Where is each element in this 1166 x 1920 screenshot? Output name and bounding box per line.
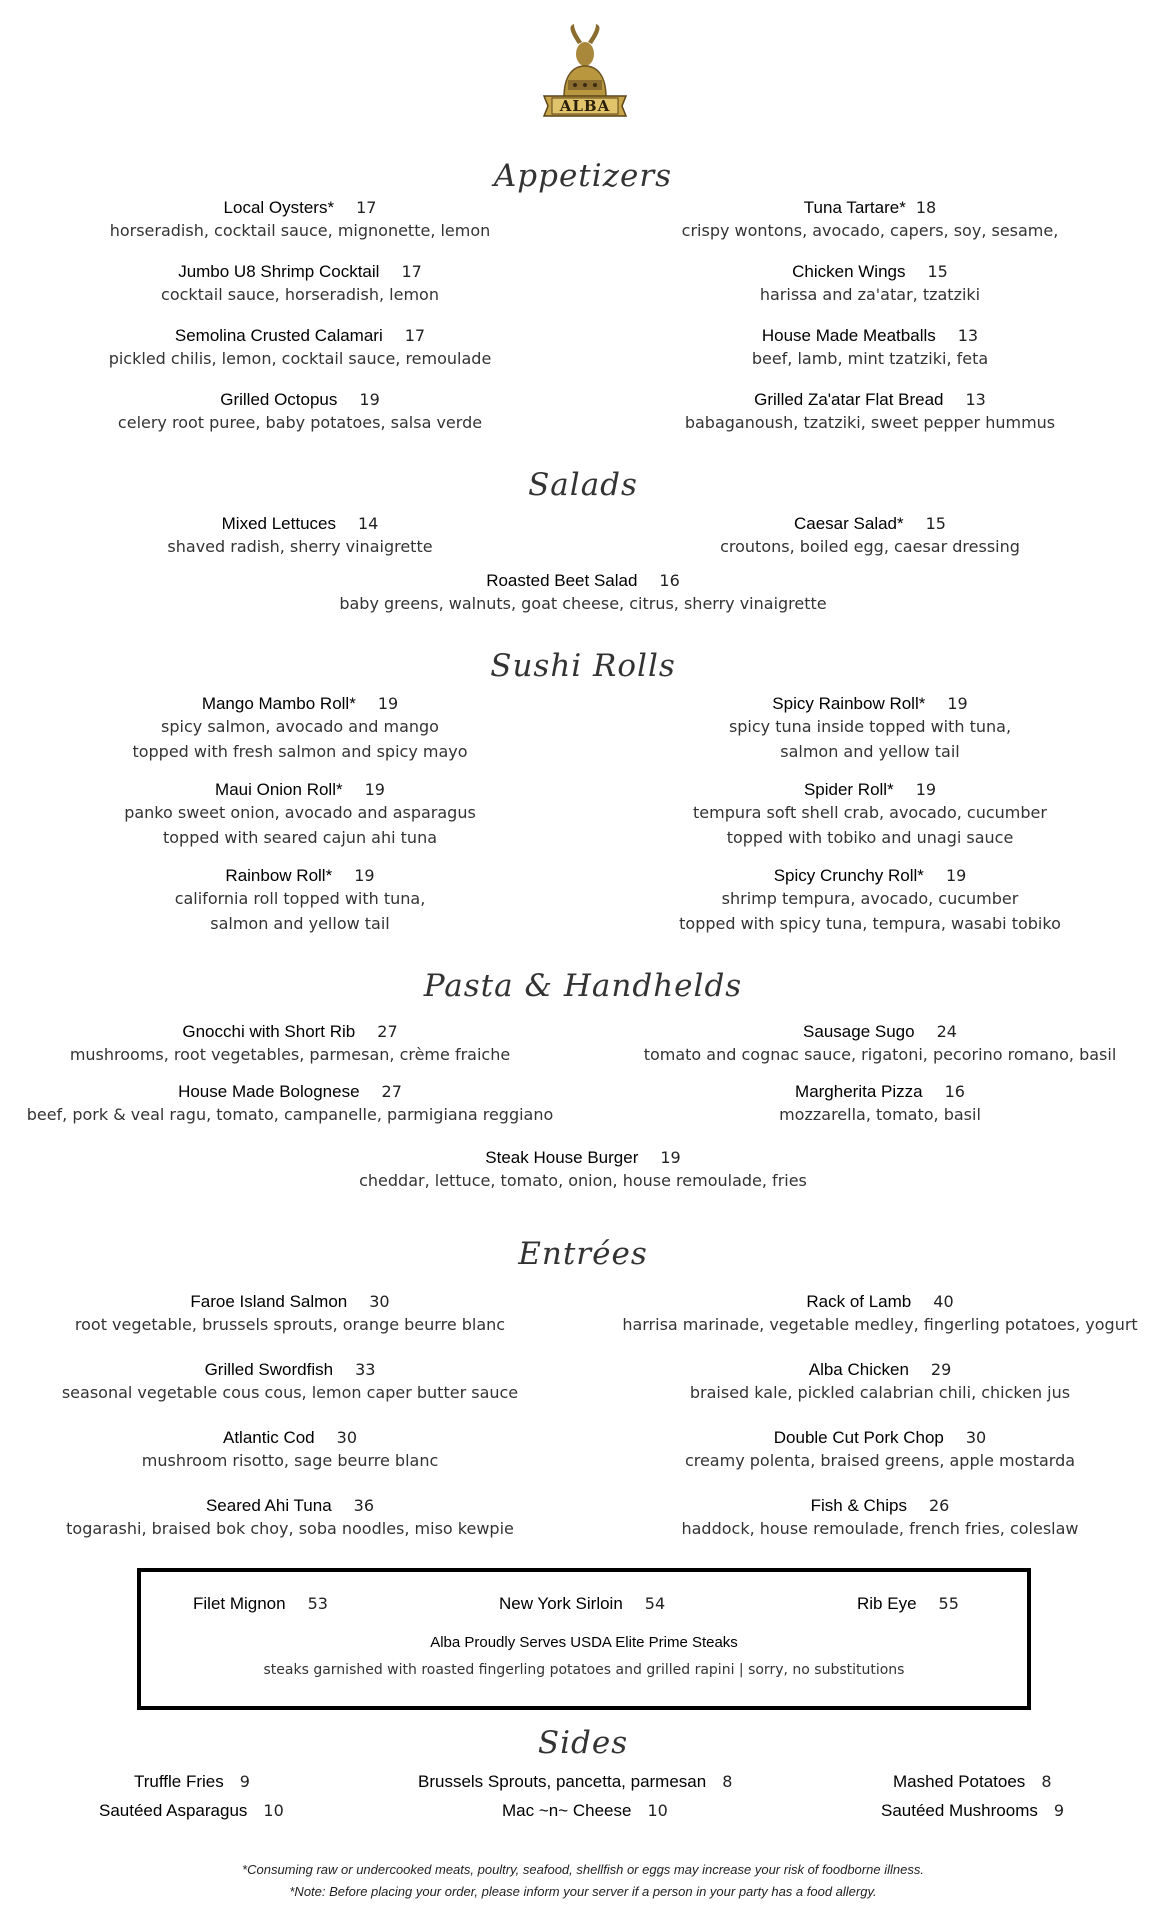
item-price: 19 — [364, 780, 385, 799]
item-name: Mashed Potatoes — [893, 1772, 1026, 1791]
menu-item — [60, 262, 540, 307]
section-title-sides: Sides — [537, 1725, 629, 1761]
menu-item — [640, 694, 1100, 764]
item-name: Rainbow Roll* — [225, 866, 333, 885]
logo-text: ALBA — [559, 97, 611, 115]
side-item — [893, 1772, 1052, 1792]
item-description: seasonal vegetable cous cous, lemon caper butter sauce — [61, 1383, 519, 1402]
item-name: Jumbo U8 Shrimp Cocktail — [178, 262, 380, 281]
item-price: 17 — [401, 262, 422, 281]
item-description: panko sweet onion, avocado and asparagus — [124, 803, 476, 822]
item-description: horseradish, cocktail sauce, mignonette, lemon — [109, 221, 491, 240]
item-price: 15 — [927, 262, 948, 281]
item-description: croutons, boiled egg, caesar dressing — [720, 537, 1020, 556]
item-name: Roasted Beet Salad — [486, 571, 638, 590]
item-price: 15 — [925, 514, 946, 533]
menu-item — [640, 262, 1100, 307]
item-description: cocktail sauce, horseradish, lemon — [161, 285, 439, 304]
menu-item — [283, 1148, 883, 1193]
item-description: topped with seared cajun ahi tuna — [162, 828, 438, 847]
item-price: 9 — [239, 1772, 250, 1791]
footnote-allergy: *Note: Before placing your order, please inform your server if a person in your party has a food allergy. — [289, 1884, 877, 1899]
item-name: Spider Roll* — [803, 780, 894, 799]
item-description: cheddar, lettuce, tomato, onion, house remoulade, fries — [359, 1171, 807, 1190]
item-price: 29 — [930, 1360, 952, 1379]
item-price: 14 — [357, 514, 379, 533]
menu-item — [20, 1496, 560, 1541]
footnote-raw-food: *Consuming raw or undercooked meats, poultry, seafood, shellfish or eggs may increase your risk of foodborne illness. — [242, 1862, 924, 1877]
item-name: Spicy Crunchy Roll* — [773, 866, 924, 885]
menu-item — [60, 780, 540, 850]
menu-item — [60, 866, 540, 936]
item-name: Sausage Sugo — [803, 1022, 915, 1041]
item-description: salmon and yellow tail — [780, 742, 960, 761]
item-description: root vegetable, brussels sprouts, orange beurre blanc — [74, 1315, 506, 1334]
item-price: 36 — [353, 1496, 375, 1515]
item-name: Faroe Island Salmon — [190, 1292, 348, 1311]
item-name: Filet Mignon — [193, 1594, 286, 1613]
item-name: Mango Mambo Roll* — [201, 694, 356, 713]
menu-item — [20, 1360, 560, 1405]
menu-item — [20, 1082, 560, 1127]
item-price: 10 — [263, 1801, 284, 1820]
menu-item — [640, 326, 1100, 371]
menu-item — [610, 1428, 1150, 1473]
item-description: haddock, house remoulade, french fries, coleslaw — [681, 1519, 1079, 1538]
steaks-box — [137, 1568, 1031, 1710]
item-price: 13 — [965, 390, 986, 409]
item-name: Fish & Chips — [810, 1496, 907, 1515]
item-price: 54 — [644, 1594, 666, 1613]
menu-item — [60, 326, 540, 371]
section-title-entrees: Entrées — [518, 1236, 648, 1272]
item-name: Double Cut Pork Chop — [773, 1428, 944, 1447]
item-price: 13 — [957, 326, 979, 345]
item-description: babaganoush, tzatziki, sweet pepper hummus — [684, 413, 1056, 432]
item-description: mushroom risotto, sage beurre blanc — [141, 1451, 439, 1470]
item-description: california roll topped with tuna, — [174, 889, 426, 908]
item-description: salmon and yellow tail — [210, 914, 390, 933]
item-description: topped with tobiko and unagi sauce — [726, 828, 1014, 847]
item-name: Gnocchi with Short Rib — [182, 1022, 356, 1041]
item-price: 24 — [936, 1022, 957, 1041]
item-description: togarashi, braised bok choy, soba noodles, miso kewpie — [66, 1519, 514, 1538]
section-title-salads: Salads — [528, 467, 638, 503]
item-name: Grilled Za'atar Flat Bread — [754, 390, 944, 409]
item-description: harissa and za'atar, tzatziki — [759, 285, 981, 304]
item-price: 9 — [1053, 1801, 1065, 1820]
menu-item — [20, 1022, 560, 1067]
alba-logo — [530, 22, 640, 122]
item-name: House Made Bolognese — [178, 1082, 360, 1101]
side-item — [881, 1801, 1064, 1821]
item-name: Brussels Sprouts, pancetta, parmesan — [418, 1772, 707, 1791]
item-description: harrisa marinade, vegetable medley, fingerling potatoes, yogurt — [622, 1315, 1138, 1334]
menu-item — [640, 390, 1100, 435]
steak-item — [499, 1594, 665, 1614]
item-description: mushrooms, root vegetables, parmesan, crème fraiche — [69, 1045, 511, 1064]
menu-item — [60, 198, 540, 243]
item-name: Sautéed Mushrooms — [881, 1801, 1038, 1820]
item-description: beef, pork & veal ragu, tomato, campanelle, parmigiana reggiano — [26, 1105, 554, 1124]
item-name: Local Oysters* — [223, 198, 335, 217]
item-price: 19 — [945, 866, 967, 885]
item-price: 10 — [647, 1801, 668, 1820]
menu-item — [610, 1022, 1150, 1067]
item-price: 30 — [336, 1428, 358, 1447]
steak-item — [857, 1594, 959, 1614]
item-description: baby greens, walnuts, goat cheese, citrus, sherry vinaigrette — [339, 594, 827, 613]
item-name: Mac ~n~ Cheese — [502, 1801, 632, 1820]
item-price: 55 — [938, 1594, 959, 1613]
item-name: Sautéed Asparagus — [99, 1801, 248, 1820]
item-description: topped with spicy tuna, tempura, wasabi tobiko — [679, 914, 1061, 933]
item-description: spicy tuna inside topped with tuna, — [728, 717, 1012, 736]
steaks-title: Alba Proudly Serves USDA Elite Prime Steaks — [430, 1634, 738, 1651]
menu-item — [610, 1082, 1150, 1127]
side-item — [99, 1801, 284, 1821]
menu-item — [610, 1292, 1150, 1337]
item-description: creamy polenta, braised greens, apple mostarda — [684, 1451, 1076, 1470]
item-description: spicy salmon, avocado and mango — [161, 717, 439, 736]
item-name: Rack of Lamb — [806, 1292, 912, 1311]
item-price: 27 — [377, 1022, 398, 1041]
menu-item — [20, 1428, 560, 1473]
item-name: Semolina Crusted Calamari — [174, 326, 383, 345]
item-price: 30 — [369, 1292, 390, 1311]
item-price: 19 — [354, 866, 375, 885]
item-description: mozzarella, tomato, basil — [779, 1105, 981, 1124]
item-description: crispy wontons, avocado, capers, soy, sesame, — [681, 221, 1059, 240]
item-name: New York Sirloin — [499, 1594, 623, 1613]
item-description: topped with fresh salmon and spicy mayo — [132, 742, 468, 761]
item-name: House Made Meatballs — [761, 326, 936, 345]
item-name: Margherita Pizza — [795, 1082, 923, 1101]
item-description: tempura soft shell crab, avocado, cucumber — [693, 803, 1047, 822]
item-name: Tuna Tartare* — [803, 198, 906, 217]
item-price: 27 — [381, 1082, 402, 1101]
item-description: shaved radish, sherry vinaigrette — [167, 537, 433, 556]
item-price: 26 — [929, 1496, 950, 1515]
item-description: tomato and cognac sauce, rigatoni, pecorino romano, basil — [643, 1045, 1117, 1064]
item-price: 33 — [355, 1360, 376, 1379]
menu-item — [640, 514, 1100, 559]
menu-item — [640, 780, 1100, 850]
item-price: 30 — [965, 1428, 987, 1447]
item-name: Spicy Rainbow Roll* — [772, 694, 926, 713]
item-price: 17 — [404, 326, 426, 345]
item-description: pickled chilis, lemon, cocktail sauce, remoulade — [108, 349, 492, 368]
menu-item — [60, 694, 540, 764]
item-name: Steak House Burger — [485, 1148, 639, 1167]
item-name: Grilled Octopus — [220, 390, 338, 409]
menu-item — [610, 1360, 1150, 1405]
side-item — [418, 1772, 732, 1792]
item-description: braised kale, pickled calabrian chili, chicken jus — [689, 1383, 1071, 1402]
steak-item — [193, 1594, 328, 1614]
item-price: 8 — [722, 1772, 733, 1791]
steaks-note: steaks garnished with roasted fingerling potatoes and grilled rapini | sorry, no substitutions — [263, 1662, 905, 1678]
menu-item — [640, 198, 1100, 243]
item-name: Atlantic Cod — [222, 1428, 315, 1447]
item-name: Caesar Salad* — [794, 514, 904, 533]
side-item — [502, 1801, 668, 1821]
item-price: 17 — [356, 198, 377, 217]
menu-item — [60, 514, 540, 559]
item-name: Grilled Swordfish — [204, 1360, 334, 1379]
side-item — [134, 1772, 250, 1792]
item-price: 40 — [933, 1292, 954, 1311]
section-title-pasta: Pasta & Handhelds — [423, 968, 743, 1004]
menu-item — [60, 390, 540, 435]
item-price: 18 — [915, 198, 937, 217]
item-name: Rib Eye — [857, 1594, 917, 1613]
item-name: Seared Ahi Tuna — [205, 1496, 332, 1515]
section-title-appetizers: Appetizers — [493, 158, 673, 194]
item-description: celery root puree, baby potatoes, salsa verde — [117, 413, 483, 432]
item-name: Mixed Lettuces — [221, 514, 336, 533]
item-name: Truffle Fries — [134, 1772, 224, 1791]
item-price: 16 — [659, 571, 680, 590]
menu-item — [640, 866, 1100, 936]
item-price: 19 — [660, 1148, 681, 1167]
item-price: 19 — [947, 694, 968, 713]
item-price: 19 — [915, 780, 937, 799]
item-price: 53 — [307, 1594, 328, 1613]
menu-item — [610, 1496, 1150, 1541]
item-price: 19 — [377, 694, 399, 713]
item-price: 19 — [359, 390, 380, 409]
item-name: Chicken Wings — [792, 262, 906, 281]
item-name: Maui Onion Roll* — [215, 780, 343, 799]
item-price: 8 — [1041, 1772, 1052, 1791]
item-name: Alba Chicken — [808, 1360, 909, 1379]
item-description: shrimp tempura, avocado, cucumber — [721, 889, 1019, 908]
item-price: 16 — [944, 1082, 965, 1101]
section-title-sushi: Sushi Rolls — [490, 648, 676, 684]
item-description: beef, lamb, mint tzatziki, feta — [751, 349, 989, 368]
menu-item — [283, 571, 883, 616]
menu-item — [20, 1292, 560, 1337]
